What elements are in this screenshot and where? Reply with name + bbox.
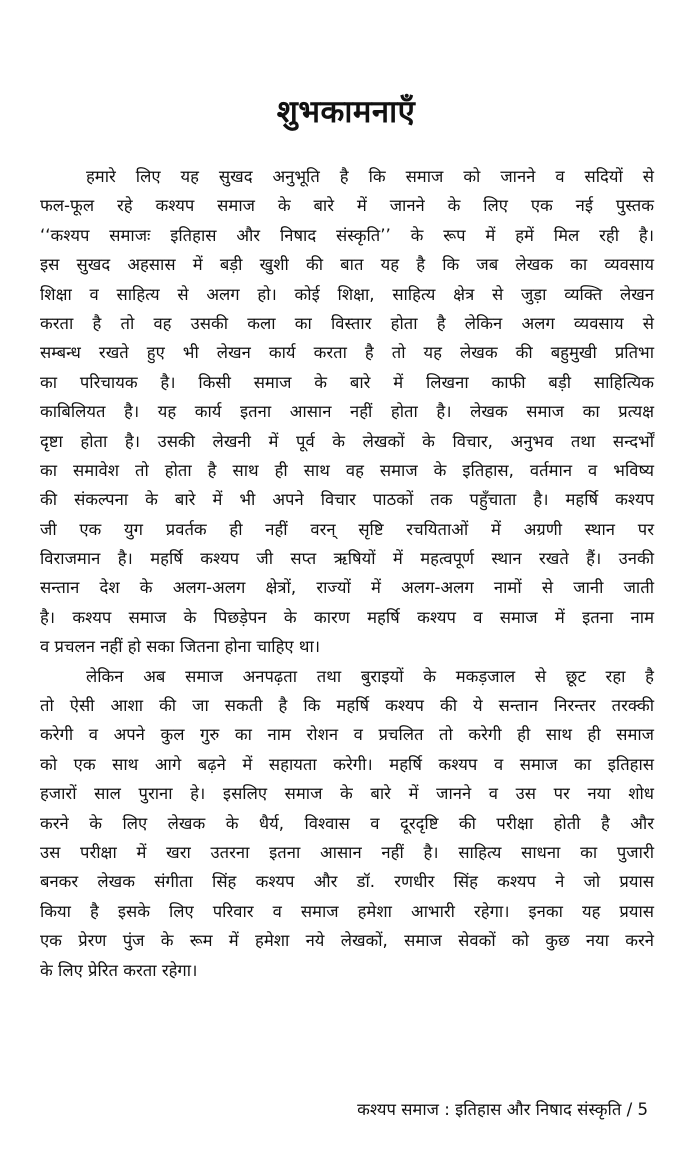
paragraph-2-line: उस परीक्षा में खरा उतरना इतना आसान नहीं है। साहित्य साधना का पुजारी <box>40 842 654 862</box>
paragraph-1-line: का परिचायक है। किसी समाज के बारे में लिखना काफी बड़ी साहित्यिक <box>40 372 654 392</box>
page-footer: कश्यप समाज : इतिहास और निषाद संस्कृति / 5 <box>357 1100 648 1119</box>
paragraph-1-line: विराजमान है। महर्षि कश्यप जी सप्त ऋषियों में महत्वपूर्ण स्थान रखते हैं। उनकी <box>40 549 654 569</box>
paragraph-1-line: सन्तान देश के अलग-अलग क्षेत्रों, राज्यों में अलग-अलग नामों से जानी जाती <box>40 578 654 598</box>
page-title: शुभकामनाएँ <box>276 94 416 130</box>
paragraph-1-line: दृष्टा होता है। उसकी लेखनी में पूर्व के लेखकों के विचार, अनुभव तथा सन्दर्भों <box>40 431 654 451</box>
paragraph-2-line: तो ऐसी आशा की जा सकती है कि महर्षि कश्यप की ये सन्तान निरन्तर तरक्की <box>40 696 654 716</box>
paragraph-1-line: शिक्षा व साहित्य से अलग हो। कोई शिक्षा, साहित्य क्षेत्र से जुड़ा व्यक्ति लेखन <box>40 284 654 304</box>
paragraph-2-line: बनकर लेखक संगीता सिंह कश्यप और डॉ. रणधीर सिंह कश्यप ने जो प्रयास <box>40 872 654 892</box>
paragraph-2-line: हजारों साल पुराना हे। इसलिए समाज के बारे में जानने व उस पर नया शोध <box>40 784 654 804</box>
paragraph-1-line: काबिलियत है। यह कार्य इतना आसान नहीं होता है। लेखक समाज का प्रत्यक्ष <box>40 402 654 422</box>
paragraph-1-line: की संकल्पना के बारे में भी अपने विचार पाठकों तक पहुँचाता है। महर्षि कश्यप <box>40 490 654 510</box>
paragraph-1-line: ‘‘कश्यप समाजः इतिहास और निषाद संस्कृति’’ के रूप में हमें मिल रही है। <box>40 225 654 245</box>
paragraph-2-line: लेकिन अब समाज अनपढ़ता तथा बुराइयों के मकड़जाल से छूट रहा है <box>86 666 654 686</box>
paragraph-2-line: एक प्रेरण पुंज के रूम में हमेशा नये लेखकों, समाज सेवकों को कुछ नया करने <box>40 931 654 951</box>
paragraph-2-line: को एक साथ आगे बढ़ने में सहायता करेगी। महर्षि कश्यप व समाज का इतिहास <box>40 754 654 774</box>
paragraph-1-line: हमारे लिए यह सुखद अनुभूति है कि समाज को जानने व सदियों से <box>86 167 654 186</box>
paragraph-1-line: फल-फूल रहे कश्यप समाज के बारे में जानने के लिए एक नई पुस्तक <box>40 196 654 216</box>
paragraph-2-line: करने के लिए लेखक के धैर्य, विश्वास व दूरदृष्टि की परीक्षा होती है और <box>40 813 654 833</box>
paragraph-1-line: करता है तो वह उसकी कला का विस्तार होता है लेकिन अलग व्यवसाय से <box>40 313 654 333</box>
paragraph-1-line: है। कश्यप समाज के पिछड़ेपन के कारण महर्षि कश्यप व समाज में इतना नाम <box>40 607 654 627</box>
paragraph-1-line: जी एक युग प्रवर्तक ही नहीं वरन् सृष्टि रचयिताओं में अग्रणी स्थान पर <box>40 519 654 539</box>
paragraph-2-line: के लिए प्रेरित करता रहेगा। <box>40 960 198 980</box>
paragraph-1-line: व प्रचलन नहीं हो सका जितना होना चाहिए था। <box>40 637 321 657</box>
paragraph-1-line: इस सुखद अहसास में बड़ी खुशी की बात यह है कि जब लेखक का व्यवसाय <box>40 255 654 275</box>
paragraph-2-line: किया है इसके लिए परिवार व समाज हमेशा आभारी रहेगा। इनका यह प्रयास <box>40 901 654 921</box>
paragraph-1-line: सम्बन्ध रखते हुए भी लेखन कार्य करता है तो यह लेखक की बहुमुखी प्रतिभा <box>40 343 654 363</box>
paragraph-1-line: का समावेश तो होता है साथ ही साथ वह समाज के इतिहास, वर्तमान व भविष्य <box>40 460 654 480</box>
body-text <box>40 162 654 985</box>
paragraph-2-line: करेगी व अपने कुल गुरु का नाम रोशन व प्रचलित तो करेगी ही साथ ही समाज <box>40 725 654 745</box>
